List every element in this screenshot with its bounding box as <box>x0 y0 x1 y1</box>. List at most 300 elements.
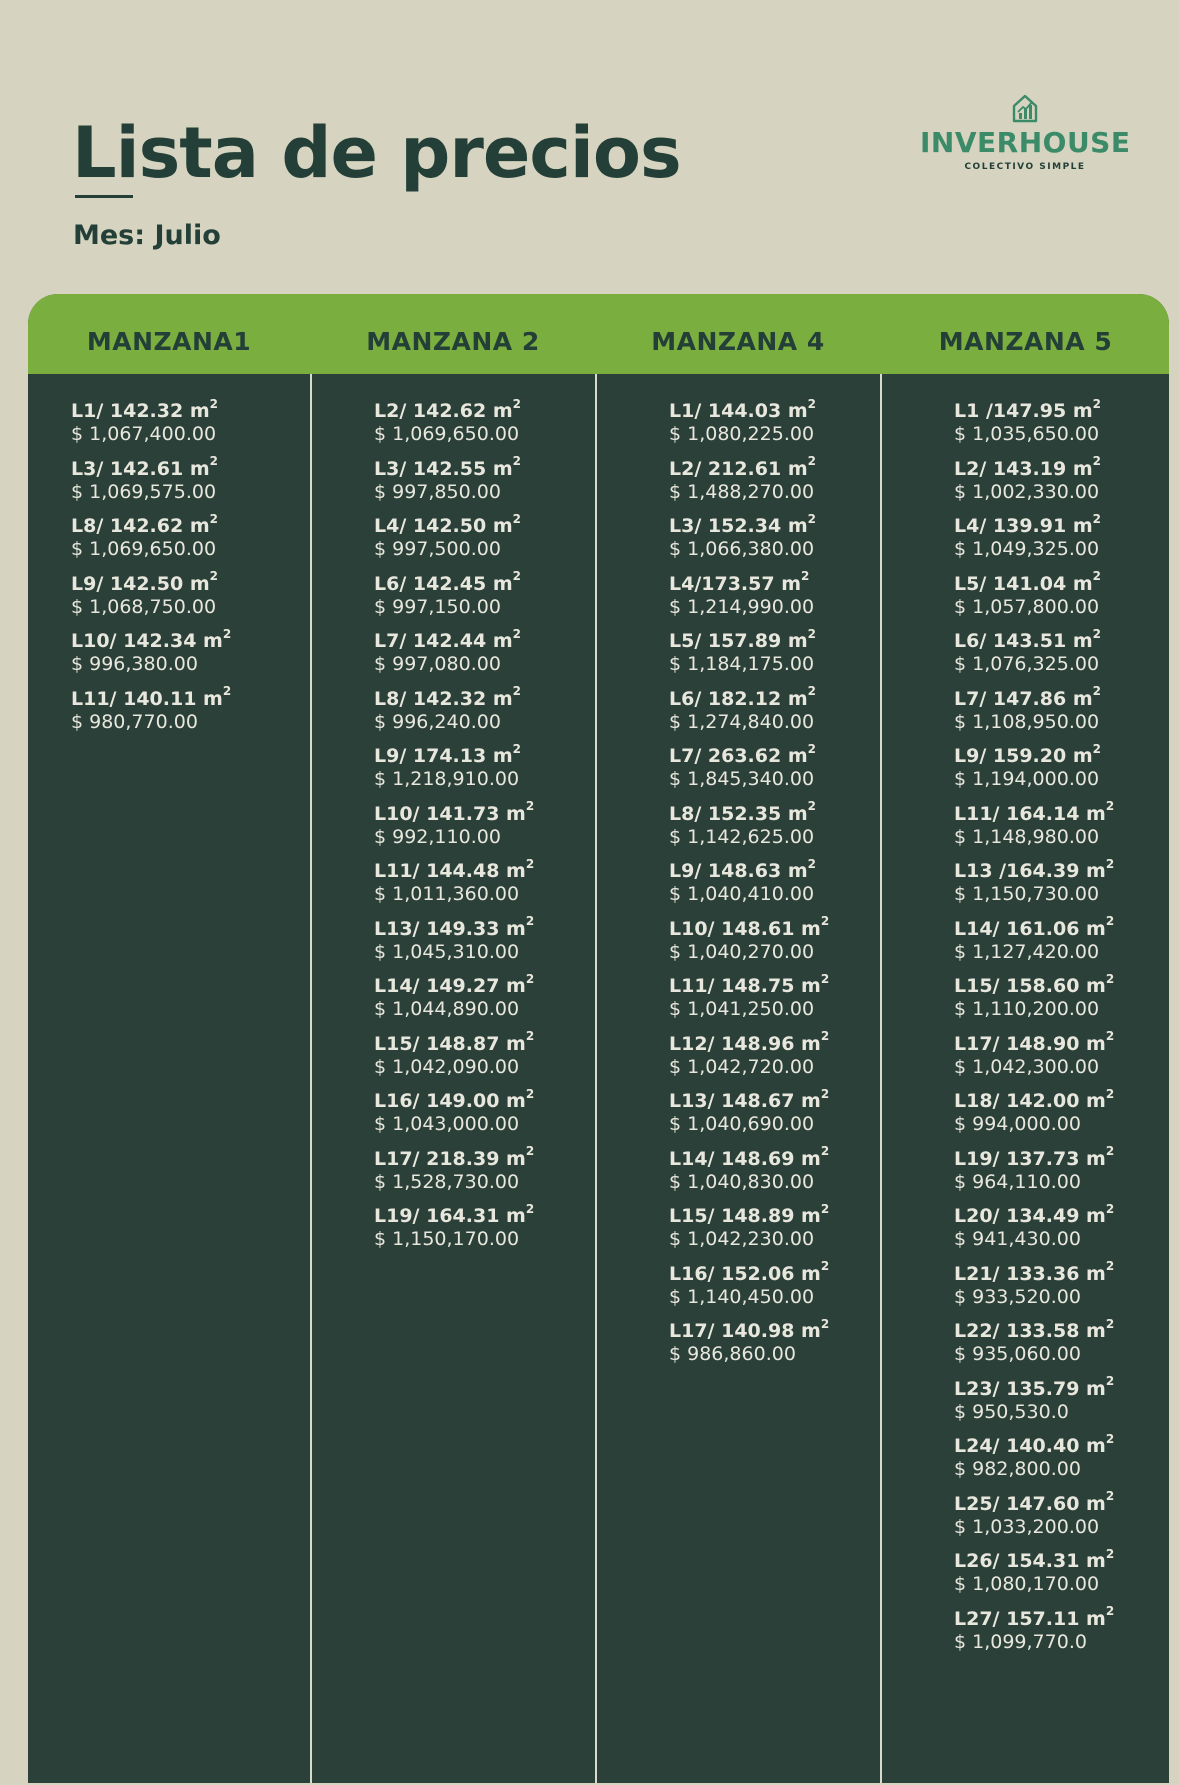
lot-area <box>954 1201 1115 1228</box>
lot-area-text: L9/ 159.20 m <box>954 745 1093 767</box>
lot-price: $ 1,150,170.00 <box>374 1228 520 1250</box>
lot-entry <box>954 569 1114 631</box>
lot-price: $ 1,057,800.00 <box>954 595 1100 618</box>
lot-area <box>954 626 1114 653</box>
square-superscript: 2 <box>807 741 816 756</box>
lot-area-text: L11/ 148.75 m <box>669 975 821 997</box>
lot-price: $ 1,040,830.00 <box>669 1170 815 1193</box>
lot-area <box>374 684 534 711</box>
house-chart-icon <box>1011 92 1039 124</box>
lot-price: $ 996,240.00 <box>374 710 501 733</box>
lot-area-text: L8/ 152.35 m <box>669 802 808 825</box>
square-superscript: 2 <box>1092 626 1101 641</box>
lot-area <box>374 1144 535 1171</box>
lot-entry <box>954 799 1115 861</box>
lot-price: $ 1,069,650.00 <box>71 538 217 560</box>
lot-area <box>954 799 1115 826</box>
column-header-manzana-5: MANZANA 5 <box>938 327 1113 356</box>
lot-entry <box>954 454 1114 516</box>
lot-area <box>669 971 830 998</box>
lot-price: $ 992,110.00 <box>374 825 501 848</box>
lot-area <box>71 511 231 538</box>
lot-area-text: L15/ 148.89 m <box>669 1205 821 1227</box>
lot-area-text: L1/ 144.03 m <box>669 400 808 422</box>
lot-price: $ 1,110,200.00 <box>954 998 1100 1020</box>
lot-area-text: L14/ 148.69 m <box>669 1147 821 1170</box>
lot-area-text: L10/ 141.73 m <box>374 802 526 825</box>
lot-area <box>954 454 1114 481</box>
lot-area <box>374 856 535 883</box>
lot-entry <box>669 1259 830 1321</box>
lot-area <box>669 856 829 883</box>
lot-area-text: L5/ 157.89 m <box>669 630 808 652</box>
lot-entry <box>954 1431 1115 1493</box>
lot-area <box>374 1029 535 1056</box>
lot-price: $ 1,069,650.00 <box>374 423 520 445</box>
lot-area <box>954 684 1114 711</box>
lot-entry <box>954 396 1114 458</box>
lot-area <box>71 569 231 596</box>
square-superscript: 2 <box>525 971 535 986</box>
lot-entry <box>954 741 1114 803</box>
square-superscript: 2 <box>1105 914 1115 929</box>
lot-price: $ 933,520.00 <box>954 1285 1081 1308</box>
square-superscript: 2 <box>1092 741 1101 756</box>
lot-entry <box>669 971 830 1033</box>
column-manzana-1 <box>71 396 232 745</box>
lot-area-text: L11/ 144.48 m <box>374 860 526 882</box>
lot-area-text: L17/ 148.90 m <box>954 1032 1106 1055</box>
lot-entry <box>669 511 829 573</box>
lot-area-text: L19/ 137.73 m <box>954 1147 1106 1170</box>
lot-area-text: L7/ 147.86 m <box>954 687 1093 710</box>
column-divider <box>595 374 597 1785</box>
lot-entry <box>71 626 232 688</box>
lot-area-text: L6/ 182.12 m <box>669 687 808 710</box>
lot-price: $ 1,127,420.00 <box>954 940 1100 963</box>
square-superscript: 2 <box>525 914 535 929</box>
lot-entry <box>71 396 231 458</box>
square-superscript: 2 <box>512 626 521 641</box>
title-underline <box>75 195 133 198</box>
square-superscript: 2 <box>807 684 816 699</box>
column-divider <box>880 374 882 1785</box>
square-superscript: 2 <box>525 856 535 871</box>
lot-area <box>954 1086 1115 1113</box>
lot-entry <box>669 914 830 976</box>
lot-entry <box>374 684 534 746</box>
price-table <box>28 294 1169 1785</box>
lot-area-text: L14/ 149.27 m <box>374 975 526 997</box>
lot-area <box>669 396 829 423</box>
lot-area <box>954 1259 1115 1286</box>
lot-area-text: L8/ 142.32 m <box>374 687 513 710</box>
square-superscript: 2 <box>807 626 816 641</box>
lot-price: $ 1,080,170.00 <box>954 1573 1100 1595</box>
lot-area-text: L6/ 142.45 m <box>374 572 513 595</box>
lot-area-text: L6/ 143.51 m <box>954 630 1093 652</box>
page-title: Lista de precios <box>72 112 681 194</box>
square-superscript: 2 <box>512 741 521 756</box>
lot-price: $ 1,011,360.00 <box>374 883 520 905</box>
lot-price: $ 1,076,325.00 <box>954 653 1100 675</box>
lot-entry <box>669 799 829 861</box>
lot-area <box>954 1431 1115 1458</box>
lot-area-text: L16/ 149.00 m <box>374 1090 526 1112</box>
lot-price: $ 1,080,225.00 <box>669 423 815 445</box>
brand-logo <box>920 92 1130 192</box>
lot-price: $ 1,194,000.00 <box>954 768 1100 790</box>
lot-area <box>954 1546 1115 1573</box>
lot-price: $ 1,099,770.0 <box>954 1630 1087 1653</box>
lot-area <box>374 914 535 941</box>
lot-price: $ 1,069,575.00 <box>71 480 217 503</box>
lot-area-text: L4/ 142.50 m <box>374 515 513 537</box>
lot-entry <box>71 684 232 746</box>
lot-area-text: L14/ 161.06 m <box>954 917 1106 940</box>
lot-price: $ 1,214,990.00 <box>669 595 815 618</box>
lot-entry <box>669 1201 830 1263</box>
lot-area <box>669 626 829 653</box>
square-superscript: 2 <box>209 454 218 469</box>
square-superscript: 2 <box>209 396 218 411</box>
lot-area <box>669 741 829 768</box>
lot-area <box>669 1259 830 1286</box>
square-superscript: 2 <box>1105 1546 1115 1561</box>
lot-area <box>954 1144 1115 1171</box>
lot-price: $ 1,067,400.00 <box>71 423 217 445</box>
lot-area-text: L3/ 152.34 m <box>669 515 808 537</box>
square-superscript: 2 <box>1105 856 1115 871</box>
lot-area-text: L17/ 140.98 m <box>669 1320 821 1342</box>
lot-area-text: L5/ 141.04 m <box>954 572 1093 595</box>
lot-entry <box>669 684 829 746</box>
square-superscript: 2 <box>1105 1259 1115 1274</box>
brand-tagline: COLECTIVO SIMPLE <box>964 162 1086 172</box>
lot-area <box>669 684 829 711</box>
lot-area <box>71 684 232 711</box>
lot-price: $ 1,528,730.00 <box>374 1170 520 1193</box>
month-label: Mes: Julio <box>73 220 221 251</box>
lot-area <box>669 1144 830 1171</box>
square-superscript: 2 <box>820 1086 830 1101</box>
lot-area <box>374 626 534 653</box>
lot-area <box>374 971 535 998</box>
square-superscript: 2 <box>525 799 535 814</box>
lot-area <box>669 454 829 481</box>
lot-entry <box>954 1604 1115 1666</box>
square-superscript: 2 <box>1105 1144 1115 1159</box>
lot-area-text: L27/ 157.11 m <box>954 1607 1106 1630</box>
lot-entry <box>374 1144 535 1206</box>
lot-area-text: L10/ 148.61 m <box>669 917 821 940</box>
column-header-manzana-1: MANZANA1 <box>86 327 252 356</box>
lot-price: $ 1,040,410.00 <box>669 883 815 905</box>
lot-price: $ 982,800.00 <box>954 1458 1081 1480</box>
lot-entry <box>669 396 829 458</box>
lot-entry <box>71 511 231 573</box>
lot-area <box>954 1489 1115 1516</box>
lot-entry <box>954 1144 1115 1206</box>
lot-area-text: L7/ 142.44 m <box>374 630 513 652</box>
lot-entry <box>954 1201 1115 1263</box>
lot-area <box>669 914 830 941</box>
lot-area-text: L12/ 148.96 m <box>669 1032 821 1055</box>
column-header-manzana-4: MANZANA 4 <box>651 327 825 356</box>
lot-entry <box>374 1201 535 1263</box>
square-superscript: 2 <box>807 799 816 814</box>
lot-entry <box>954 1316 1115 1378</box>
lot-area-text: L21/ 133.36 m <box>954 1262 1106 1285</box>
lot-entry <box>374 569 534 631</box>
lot-entry <box>954 1029 1115 1091</box>
lot-price: $ 964,110.00 <box>954 1170 1081 1193</box>
lot-area <box>374 1201 535 1228</box>
lot-area <box>71 626 232 653</box>
lot-area <box>954 569 1114 596</box>
lot-area-text: L1 /147.95 m <box>954 400 1093 422</box>
square-superscript: 2 <box>1105 1604 1115 1619</box>
lot-area-text: L4/ 139.91 m <box>954 515 1093 537</box>
lot-area-text: L10/ 142.34 m <box>71 630 223 652</box>
lot-area-text: L9/ 148.63 m <box>669 860 808 882</box>
lot-area-text: L22/ 133.58 m <box>954 1320 1106 1342</box>
lot-area-text: L2/ 212.61 m <box>669 457 808 480</box>
lot-price: $ 1,040,690.00 <box>669 1113 815 1135</box>
lot-price: $ 1,148,980.00 <box>954 825 1100 848</box>
square-superscript: 2 <box>1092 396 1101 411</box>
lot-price: $ 1,184,175.00 <box>669 653 815 675</box>
lot-entry <box>669 1086 830 1148</box>
lot-entry <box>669 1029 830 1091</box>
lot-price: $ 1,140,450.00 <box>669 1285 815 1308</box>
lot-area-text: L9/ 142.50 m <box>71 572 210 595</box>
lot-price: $ 997,850.00 <box>374 480 501 503</box>
lot-area-text: L7/ 263.62 m <box>669 745 808 767</box>
lot-entry <box>374 741 534 803</box>
lot-price: $ 1,845,340.00 <box>669 768 815 790</box>
lot-entry <box>669 454 829 516</box>
lot-area-text: L1/ 142.32 m <box>71 400 210 422</box>
lot-price: $ 980,770.00 <box>71 710 198 733</box>
lot-area <box>954 396 1114 423</box>
lot-price: $ 997,150.00 <box>374 595 501 618</box>
lot-price: $ 1,218,910.00 <box>374 768 520 790</box>
square-superscript: 2 <box>820 1144 830 1159</box>
lot-price: $ 1,033,200.00 <box>954 1515 1100 1538</box>
square-superscript: 2 <box>1105 1489 1115 1504</box>
lot-price: $ 986,860.00 <box>669 1343 796 1365</box>
column-manzana-2 <box>374 396 535 1263</box>
lot-entry <box>374 396 534 458</box>
lot-price: $ 1,041,250.00 <box>669 998 815 1020</box>
lot-area <box>954 971 1115 998</box>
lot-entry <box>954 511 1114 573</box>
lot-price: $ 1,142,625.00 <box>669 825 815 848</box>
lot-area-text: L8/ 142.62 m <box>71 515 210 537</box>
square-superscript: 2 <box>1105 1029 1115 1044</box>
lot-entry <box>374 1029 535 1091</box>
lot-price: $ 1,043,000.00 <box>374 1113 520 1135</box>
lot-price: $ 950,530.0 <box>954 1400 1069 1423</box>
column-manzana-4 <box>669 396 830 1378</box>
lot-area <box>374 1086 535 1113</box>
lot-area-text: L13/ 149.33 m <box>374 917 526 940</box>
lot-entry <box>954 856 1115 918</box>
lot-price: $ 1,049,325.00 <box>954 538 1100 560</box>
lot-area <box>669 1086 830 1113</box>
lot-price: $ 1,040,270.00 <box>669 940 815 963</box>
square-superscript: 2 <box>820 914 830 929</box>
lot-area-text: L15/ 158.60 m <box>954 975 1106 997</box>
square-superscript: 2 <box>512 454 521 469</box>
lot-entry <box>954 684 1114 746</box>
lot-entry <box>374 971 535 1033</box>
lot-area <box>954 741 1114 768</box>
lot-area-text: L16/ 152.06 m <box>669 1262 821 1285</box>
lot-area <box>954 914 1115 941</box>
lot-price: $ 1,045,310.00 <box>374 940 520 963</box>
lot-area <box>669 1316 830 1343</box>
column-header-manzana-2: MANZANA 2 <box>366 327 540 356</box>
lot-area <box>954 1604 1115 1631</box>
lot-entry <box>374 511 534 573</box>
square-superscript: 2 <box>820 1259 830 1274</box>
square-superscript: 2 <box>525 1029 535 1044</box>
square-superscript: 2 <box>807 454 816 469</box>
lot-area <box>374 454 534 481</box>
square-superscript: 2 <box>807 396 816 411</box>
lot-entry <box>669 1316 830 1378</box>
lot-entry <box>71 454 231 516</box>
lot-area-text: L13/ 148.67 m <box>669 1090 821 1112</box>
square-superscript: 2 <box>512 684 521 699</box>
lot-area-text: L11/ 164.14 m <box>954 802 1106 825</box>
square-superscript: 2 <box>1092 684 1101 699</box>
square-superscript: 2 <box>820 1201 830 1216</box>
lot-entry <box>954 1489 1115 1551</box>
lot-area <box>669 569 829 596</box>
lot-area-text: L25/ 147.60 m <box>954 1492 1106 1515</box>
lot-area-text: L13 /164.39 m <box>954 860 1106 882</box>
lot-price: $ 996,380.00 <box>71 653 198 675</box>
lot-entry <box>374 799 535 861</box>
lot-price: $ 997,500.00 <box>374 538 501 560</box>
lot-area-text: L26/ 154.31 m <box>954 1550 1106 1572</box>
lot-entry <box>954 971 1115 1033</box>
lot-price: $ 997,080.00 <box>374 653 501 675</box>
lot-area <box>669 1029 830 1056</box>
square-superscript: 2 <box>525 1201 535 1216</box>
lot-price: $ 1,066,380.00 <box>669 538 815 560</box>
square-superscript: 2 <box>209 569 218 584</box>
lot-entry <box>669 856 829 918</box>
lot-entry <box>954 1546 1115 1608</box>
lot-area <box>954 856 1115 883</box>
square-superscript: 2 <box>1105 1374 1115 1389</box>
column-divider <box>310 374 312 1785</box>
square-superscript: 2 <box>1105 1086 1115 1101</box>
square-superscript: 2 <box>807 511 816 526</box>
lot-price: $ 1,150,730.00 <box>954 883 1100 905</box>
lot-area-text: L18/ 142.00 m <box>954 1090 1106 1112</box>
lot-area <box>669 511 829 538</box>
lot-entry <box>954 626 1114 688</box>
lot-price: $ 1,042,230.00 <box>669 1228 815 1250</box>
lot-price: $ 1,035,650.00 <box>954 423 1100 445</box>
lot-price: $ 1,044,890.00 <box>374 998 520 1020</box>
square-superscript: 2 <box>512 396 521 411</box>
lot-entry <box>954 1086 1115 1148</box>
lot-area <box>669 1201 830 1228</box>
lot-area-text: L19/ 164.31 m <box>374 1205 526 1227</box>
lot-area <box>374 569 534 596</box>
square-superscript: 2 <box>1105 971 1115 986</box>
square-superscript: 2 <box>1105 1431 1115 1446</box>
lot-entry <box>669 1144 830 1206</box>
lot-entry <box>669 626 829 688</box>
lot-area-text: L24/ 140.40 m <box>954 1435 1106 1457</box>
lot-area-text: L20/ 134.49 m <box>954 1205 1106 1227</box>
lot-price: $ 1,042,090.00 <box>374 1055 520 1078</box>
lot-area <box>374 511 534 538</box>
lot-entry <box>954 1374 1115 1436</box>
lot-price: $ 1,068,750.00 <box>71 595 217 618</box>
square-superscript: 2 <box>820 971 830 986</box>
square-superscript: 2 <box>512 569 521 584</box>
lot-price: $ 941,430.00 <box>954 1228 1081 1250</box>
lot-area <box>374 396 534 423</box>
square-superscript: 2 <box>222 684 232 699</box>
lot-price: $ 1,002,330.00 <box>954 480 1100 503</box>
square-superscript: 2 <box>807 856 816 871</box>
square-superscript: 2 <box>222 626 232 641</box>
lot-area <box>374 799 535 826</box>
lot-entry <box>374 626 534 688</box>
square-superscript: 2 <box>525 1086 535 1101</box>
lot-area-text: L23/ 135.79 m <box>954 1377 1106 1400</box>
square-superscript: 2 <box>801 569 810 584</box>
square-superscript: 2 <box>1105 1201 1115 1216</box>
lot-area-text: L17/ 218.39 m <box>374 1147 526 1170</box>
lot-price: $ 994,000.00 <box>954 1113 1081 1135</box>
lot-area <box>374 741 534 768</box>
lot-entry <box>374 454 534 516</box>
brand-name: INVERHOUSE <box>920 126 1131 159</box>
lot-area-text: L3/ 142.55 m <box>374 457 513 480</box>
lot-area <box>71 396 231 423</box>
lot-area-text: L15/ 148.87 m <box>374 1032 526 1055</box>
lot-price: $ 1,042,720.00 <box>669 1055 815 1078</box>
lot-area-text: L11/ 140.11 m <box>71 687 223 710</box>
lot-entry <box>374 1086 535 1148</box>
square-superscript: 2 <box>1092 511 1101 526</box>
lot-area-text: L2/ 142.62 m <box>374 400 513 422</box>
lot-entry <box>669 741 829 803</box>
square-superscript: 2 <box>1092 454 1101 469</box>
square-superscript: 2 <box>820 1029 830 1044</box>
lot-entry <box>374 914 535 976</box>
lot-area-text: L2/ 143.19 m <box>954 457 1093 480</box>
column-manzana-5 <box>954 396 1115 1665</box>
lot-area-text: L4/173.57 m <box>669 572 801 595</box>
lot-area <box>954 1316 1115 1343</box>
lot-price: $ 1,108,950.00 <box>954 710 1100 733</box>
square-superscript: 2 <box>1105 799 1115 814</box>
lot-price: $ 935,060.00 <box>954 1343 1081 1365</box>
lot-area <box>669 799 829 826</box>
lot-area <box>954 1374 1115 1401</box>
